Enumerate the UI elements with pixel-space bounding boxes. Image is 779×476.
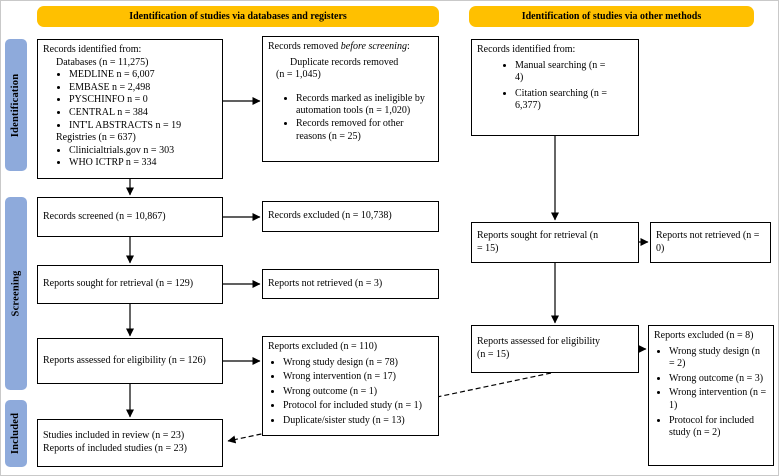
box-reports-not-retrieved-other — [650, 222, 771, 263]
bullet-item: • Citation searching (n = 6,377) — [515, 88, 609, 113]
bullet-item: • CENTRAL n = 384 — [69, 107, 217, 120]
bullet-item: • Duplicate/sister study (n = 13) — [283, 415, 433, 428]
registries-label: Registries (n = 637) — [56, 132, 136, 144]
bullet-item: • Manual searching (n = 4) — [515, 60, 609, 85]
records-removed-italic: before screening — [340, 41, 407, 52]
bullet-item: • PYSCHINFO n = 0 — [69, 94, 217, 107]
box-records-screened — [37, 197, 223, 237]
reports-sought-other-text: Reports sought for retrieval (n = 15) — [477, 229, 599, 254]
reports-excluded-title: Reports excluded (n = 110) — [268, 341, 378, 352]
bullet-item: • Records marked as ineligible by automation tools (n = 1,020) — [296, 93, 433, 118]
reports-sought-text: Reports sought for retrieval (n = 129) — [43, 278, 194, 290]
registry-list — [43, 145, 217, 170]
stage-label-identification — [5, 39, 27, 171]
records-removed-heading — [268, 41, 433, 54]
reports-excluded-other-title: Reports excluded (n = 8) — [654, 330, 754, 341]
other-methods-list — [477, 60, 633, 113]
records-identified-title: Records identified from: — [43, 44, 142, 55]
bullet-item: • Wrong outcome (n = 1) — [283, 386, 433, 399]
records-screened-text: Records screened (n = 10,867) — [43, 210, 166, 222]
bullet-item: • Wrong outcome (n = 3) — [669, 373, 768, 386]
records-excluded-text: Records excluded (n = 10,738) — [268, 210, 392, 222]
box-records-removed-before-screening — [262, 36, 439, 162]
records-removed-list — [268, 93, 433, 143]
reports-assessed-other-text: Reports assessed for eligibility (n = 15) — [477, 336, 601, 360]
bullet-item: • Protocol for included study (n = 1) — [283, 400, 433, 413]
records-removed-suffix: : — [406, 41, 410, 52]
box-records-excluded — [262, 201, 439, 232]
stage-label-screening — [5, 197, 27, 390]
box-reports-excluded-other — [648, 325, 774, 466]
box-studies-included — [37, 419, 223, 467]
reports-excluded-list — [268, 357, 433, 428]
studies-included-line2: Reports of included studies (n = 23) — [43, 443, 187, 454]
header-other-methods: Identification of studies via other methods — [469, 6, 754, 27]
bullet-item: • MEDLINE n = 6,007 — [69, 69, 217, 82]
box-reports-assessed-other — [471, 325, 639, 373]
bullet-item: • WHO ICTRP n = 334 — [69, 157, 217, 170]
stage-label-screening-text: Screening — [10, 270, 22, 317]
records-identified-other-title: Records identified from: — [477, 44, 576, 55]
reports-not-retrieved-other-text: Reports not retrieved (n = 0) — [656, 229, 760, 254]
reports-assessed-text: Reports assessed for eligibility (n = 126) — [43, 354, 206, 366]
bullet-item: • Records removed for other reasons (n = 25) — [296, 118, 433, 143]
box-reports-assessed-eligibility — [37, 338, 223, 384]
box-reports-sought-other — [471, 222, 639, 263]
stage-label-included — [5, 400, 27, 467]
stage-label-included-text: Included — [10, 412, 22, 455]
studies-included-line1: Studies included in review (n = 23) — [43, 430, 185, 442]
header-databases-registers: Identification of studies via databases and registers — [37, 6, 439, 27]
bullet-item: • Clinicialtrials.gov n = 303 — [69, 145, 217, 158]
box-reports-excluded — [262, 336, 439, 436]
stage-label-identification-text: Identification — [10, 73, 22, 137]
databases-label: Databases (n = 11,275) — [56, 56, 149, 68]
box-reports-sought-retrieval — [37, 265, 223, 304]
duplicate-records-line: Duplicate records removed — [290, 56, 399, 68]
bullet-item: • Wrong study design (n = 2) — [669, 346, 768, 371]
box-records-identified-databases — [37, 39, 223, 179]
bullet-item: • Wrong intervention (n = 17) — [283, 371, 433, 384]
bullet-item: • Wrong intervention (n = 1) — [669, 387, 768, 412]
box-records-identified-other — [471, 39, 639, 136]
bullet-item: • Protocol for included study (n = 2) — [669, 415, 768, 440]
reports-excluded-other-list — [654, 346, 768, 440]
duplicate-records-count: (n = 1,045) — [276, 69, 321, 81]
bullet-item: • INT'L ABSTRACTS n = 19 — [69, 120, 217, 133]
database-list — [43, 69, 217, 132]
bullet-item: • EMBASE n = 2,498 — [69, 82, 217, 95]
records-removed-prefix: Records removed — [268, 41, 341, 52]
reports-not-retrieved-text: Reports not retrieved (n = 3) — [268, 277, 383, 289]
bullet-item: • Wrong study design (n = 78) — [283, 357, 433, 370]
box-reports-not-retrieved — [262, 269, 439, 299]
